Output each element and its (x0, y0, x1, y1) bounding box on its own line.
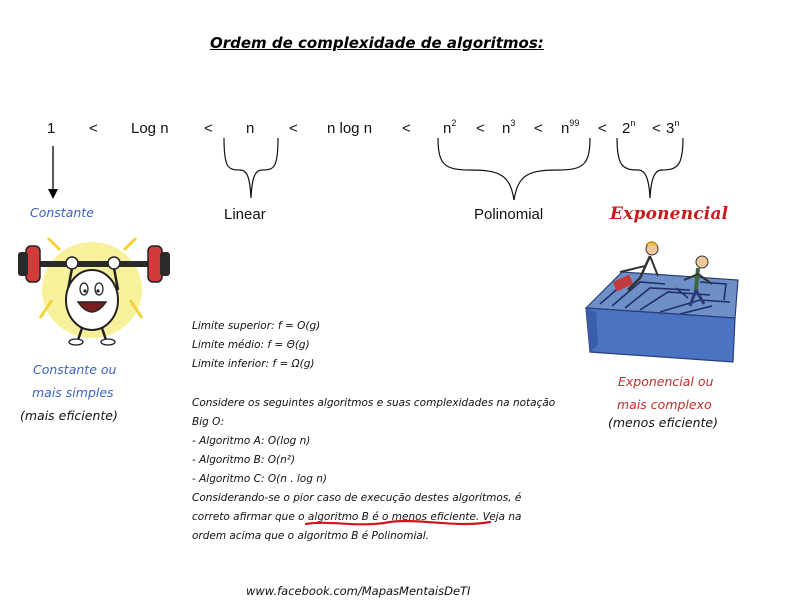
term-base: n (443, 120, 452, 137)
less-than-sign: < (402, 120, 411, 137)
label-polinomial: Polinomial (474, 206, 544, 223)
left-caption-line2: mais simples (32, 385, 114, 400)
less-than-sign: < (652, 120, 661, 137)
concl2-post: . Veja na (475, 511, 522, 523)
question-concl2 (192, 508, 555, 527)
term-exponent: 99 (569, 118, 580, 128)
less-than-sign: < (476, 120, 485, 137)
term-exponent: n (630, 118, 636, 128)
term-base: 3 (666, 120, 675, 137)
less-than-sign: < (89, 120, 98, 137)
question-block (192, 394, 555, 546)
down-arrow-icon (48, 146, 58, 199)
question-alg-b: - Algoritmo B: O(n²) (192, 454, 296, 466)
footer-link[interactable]: www.facebook.com/MapasMentaisDeTI (246, 584, 471, 598)
question-intro2: Big O: (192, 416, 225, 428)
question-intro1: Considere os seguintes algoritmos e suas complexidades na notação (192, 397, 556, 409)
concl2-pre: correto afirmar que (192, 511, 299, 523)
page-title: Ordem de complexidade de algoritmos: (210, 34, 544, 52)
maze-people-icon (586, 242, 738, 362)
label-exponencial: Exponencial (610, 204, 729, 224)
less-than-sign: < (204, 120, 213, 137)
question-concl1: Considerando-se o pior caso de execução destes algoritmos, é (192, 492, 522, 504)
term-log: Log n (131, 120, 169, 137)
question-alg-a: - Algoritmo A: O(log n) (192, 435, 311, 447)
term-nlogn: n log n (327, 120, 373, 137)
right-caption-line3: (menos eficiente) (608, 415, 718, 430)
bounds-block (192, 317, 320, 374)
label-linear: Linear (224, 206, 266, 223)
bound-inferior: Limite inferior: f = Ω(g) (192, 358, 315, 370)
concl2-highlight: o algoritmo B é o menos eficiente (298, 511, 476, 523)
bound-medio: Limite médio: f = Θ(g) (192, 339, 310, 351)
bound-superior: Limite superior: f = O(g) (192, 320, 321, 332)
label-constante: Constante (30, 205, 94, 220)
polynomial-brace (438, 138, 590, 200)
term-constant: 1 (47, 120, 56, 137)
linear-brace (224, 138, 278, 198)
term-exponent: 3 (510, 118, 516, 128)
question-concl3: ordem acima que o algoritmo B é Polinomial. (192, 530, 430, 542)
less-than-sign: < (534, 120, 543, 137)
question-alg-c: - Algoritmo C: O(n . log n) (192, 473, 327, 485)
right-caption-line2: mais complexo (617, 397, 712, 412)
term-base: n (561, 120, 570, 137)
term-exponent: n (674, 118, 680, 128)
right-caption-line1: Exponencial ou (618, 374, 714, 389)
left-caption-line3: (mais eficiente) (20, 408, 118, 423)
term-base: 2 (622, 120, 631, 137)
term-base: n (502, 120, 511, 137)
less-than-sign: < (289, 120, 298, 137)
term-exponent: 2 (451, 118, 457, 128)
left-caption-line1: Constante ou (33, 362, 117, 377)
exponential-brace (617, 138, 683, 198)
term-linear: n (246, 120, 255, 137)
less-than-sign: < (598, 120, 607, 137)
weightlifter-icon (18, 238, 170, 345)
